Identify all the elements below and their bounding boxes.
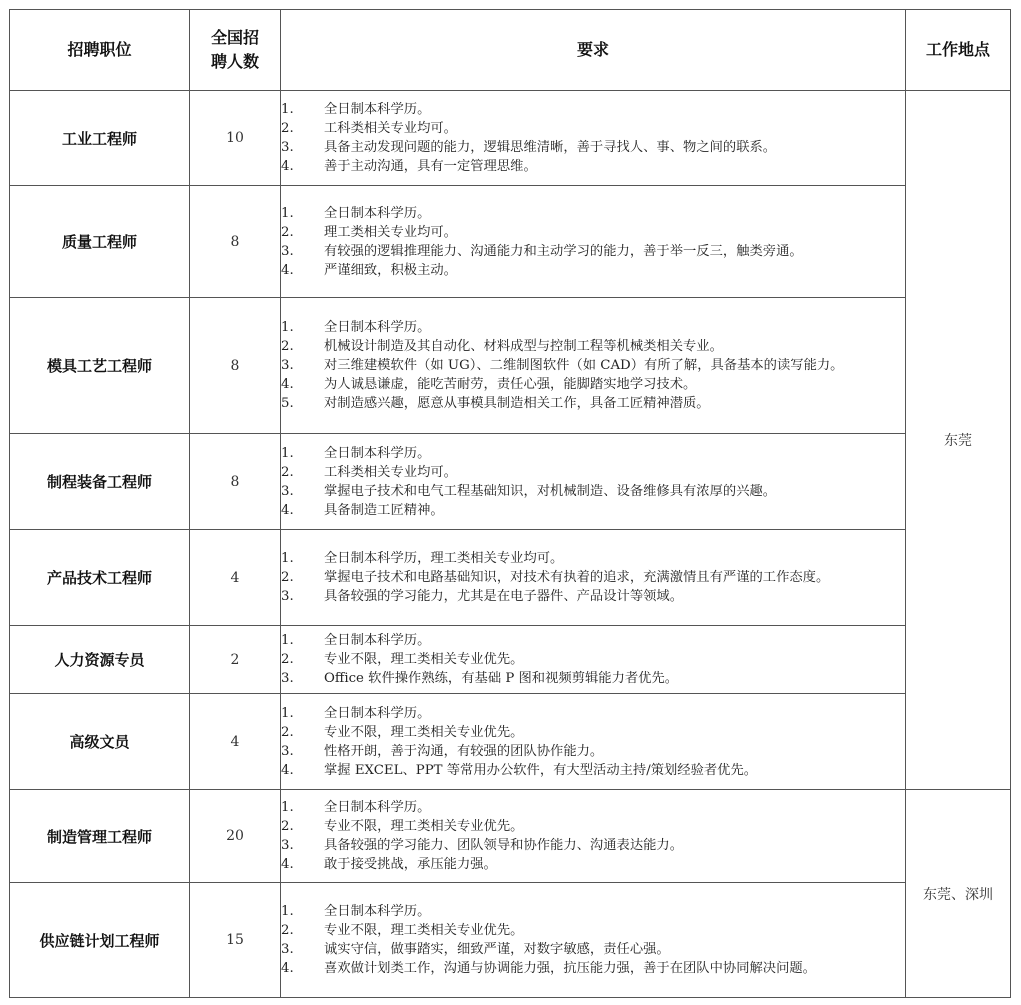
requirement-number: 2. <box>281 224 294 240</box>
requirements-cell <box>281 91 906 186</box>
requirement-number: 3. <box>281 140 294 155</box>
requirement-number: 1. <box>281 320 294 335</box>
requirements-list <box>281 549 905 606</box>
requirement-number: 2. <box>281 652 294 667</box>
requirement-item <box>281 798 905 817</box>
requirement-item <box>281 902 905 921</box>
header-count-line1: 全国招 <box>210 28 259 47</box>
requirement-text: 性格开朗，善于沟通，有较强的团队协作能力。 <box>324 743 604 759</box>
requirement-item <box>281 940 905 959</box>
position-cell: 供应链计划工程师 <box>10 883 190 998</box>
requirement-text: 严谨细致，积极主动。 <box>324 262 457 278</box>
requirement-text: 对三维建模软件（如 UG）、二维制图软件（如 CAD）有所了解，具备基本的读写能力。 <box>324 358 844 373</box>
requirement-number: 3. <box>281 942 294 957</box>
header-position: 招聘职位 <box>10 10 190 91</box>
requirement-text: 全日制本科学历。 <box>324 205 431 221</box>
requirement-text: 具备较强的学习能力、团队领导和协作能力、沟通表达能力。 <box>324 838 684 853</box>
requirement-item <box>281 138 905 157</box>
table-row <box>10 530 1011 626</box>
requirement-number: 3. <box>281 483 294 499</box>
requirement-item <box>281 501 905 520</box>
requirement-text: 善于主动沟通，具有一定管理思维。 <box>324 159 537 174</box>
requirement-text: 理工类相关专业均可。 <box>324 224 457 240</box>
requirement-number: 5. <box>281 396 294 411</box>
requirement-item <box>281 375 905 394</box>
requirement-text: 专业不限，理工类相关专业优先。 <box>324 652 524 667</box>
requirements-cell <box>281 186 906 298</box>
requirement-number: 1. <box>281 800 294 815</box>
requirement-text: 诚实守信，做事踏实，细致严谨，对数字敏感，责任心强。 <box>324 942 670 957</box>
position-cell: 制造管理工程师 <box>10 790 190 883</box>
requirement-number: 4. <box>281 857 294 872</box>
requirement-item <box>281 261 905 280</box>
count-cell: 4 <box>190 694 281 790</box>
requirement-number: 2. <box>281 464 294 480</box>
position-cell: 工业工程师 <box>10 91 190 186</box>
requirements-cell <box>281 626 906 694</box>
requirements-cell <box>281 298 906 434</box>
requirement-text: 工科类相关专业均可。 <box>324 464 457 480</box>
requirement-item <box>281 855 905 874</box>
requirement-text: 全日制本科学历。 <box>324 705 431 721</box>
count-cell: 4 <box>190 530 281 626</box>
requirement-item <box>281 650 905 669</box>
position-cell: 产品技术工程师 <box>10 530 190 626</box>
requirements-list <box>281 204 905 280</box>
requirement-number: 4. <box>281 262 294 278</box>
requirement-text: 具备制造工匠精神。 <box>324 502 444 518</box>
requirement-text: 全日制本科学历。 <box>324 800 431 815</box>
requirement-number: 3. <box>281 358 294 373</box>
requirement-item <box>281 318 905 337</box>
requirement-text: 全日制本科学历。 <box>324 633 431 648</box>
requirement-item <box>281 356 905 375</box>
requirements-cell <box>281 790 906 883</box>
requirement-number: 4. <box>281 502 294 518</box>
requirement-number: 4. <box>281 961 294 976</box>
requirement-item <box>281 817 905 836</box>
requirement-item <box>281 204 905 223</box>
count-cell: 8 <box>190 298 281 434</box>
requirements-cell <box>281 694 906 790</box>
header-count-line2: 聘人数 <box>210 52 259 71</box>
requirement-number: 1. <box>281 705 294 721</box>
requirement-item <box>281 704 905 723</box>
requirement-text: 全日制本科学历。 <box>324 102 431 117</box>
table-row <box>10 626 1011 694</box>
requirements-list <box>281 631 905 688</box>
requirement-text: 工科类相关专业均可。 <box>324 121 457 136</box>
requirement-number: 2. <box>281 819 294 834</box>
requirement-number: 1. <box>281 445 294 461</box>
requirement-text: 有较强的逻辑推理能力、沟通能力和主动学习的能力，善于举一反三，触类旁通。 <box>324 243 803 259</box>
requirement-text: 全日制本科学历。 <box>324 904 431 919</box>
position-cell: 模具工艺工程师 <box>10 298 190 434</box>
requirement-number: 4. <box>281 159 294 174</box>
requirement-item <box>281 242 905 261</box>
table-row <box>10 694 1011 790</box>
requirement-item <box>281 568 905 587</box>
requirement-item <box>281 742 905 761</box>
count-cell: 8 <box>190 434 281 530</box>
header-count <box>190 10 281 91</box>
requirement-item <box>281 223 905 242</box>
requirement-number: 2. <box>281 339 294 354</box>
table-row <box>10 434 1011 530</box>
requirement-number: 2. <box>281 923 294 938</box>
requirement-item <box>281 587 905 606</box>
table-row <box>10 186 1011 298</box>
requirement-text: 全日制本科学历。 <box>324 320 431 335</box>
count-cell: 15 <box>190 883 281 998</box>
requirement-item <box>281 921 905 940</box>
requirement-number: 2. <box>281 121 294 136</box>
position-cell: 制程装备工程师 <box>10 434 190 530</box>
requirement-text: 专业不限，理工类相关专业优先。 <box>324 819 524 834</box>
requirement-text: 具备主动发现问题的能力，逻辑思维清晰，善于寻找人、事、物之间的联系。 <box>324 140 777 155</box>
position-cell: 高级文员 <box>10 694 190 790</box>
table-row <box>10 298 1011 434</box>
count-cell: 2 <box>190 626 281 694</box>
requirement-text: 对制造感兴趣，愿意从事模具制造相关工作，具备工匠精神潜质。 <box>324 396 710 411</box>
requirements-cell <box>281 883 906 998</box>
requirement-text: 掌握电子技术和电路基础知识，对技术有执着的追求，充满激情且有严谨的工作态度。 <box>324 570 830 585</box>
recruitment-table <box>9 9 1011 998</box>
requirement-number: 1. <box>281 102 294 117</box>
requirement-text: 具备较强的学习能力，尤其是在电子器件、产品设计等领域。 <box>324 589 684 604</box>
requirement-number: 1. <box>281 633 294 648</box>
requirement-item <box>281 761 905 780</box>
requirements-list <box>281 444 905 520</box>
header-location: 工作地点 <box>906 10 1011 91</box>
requirement-number: 4. <box>281 762 294 778</box>
table-row <box>10 91 1011 186</box>
requirement-item <box>281 157 905 176</box>
position-cell: 质量工程师 <box>10 186 190 298</box>
count-cell: 20 <box>190 790 281 883</box>
requirement-text: 掌握 EXCEL、PPT 等常用办公软件，有大型活动主持/策划经验者优先。 <box>324 762 758 778</box>
location-cell-dongguan-shenzhen: 东莞、深圳 <box>906 790 1011 998</box>
requirements-list <box>281 902 905 978</box>
requirement-text: 掌握电子技术和电气工程基础知识，对机械制造、设备维修具有浓厚的兴趣。 <box>324 483 777 499</box>
requirement-number: 4. <box>281 377 294 392</box>
requirements-list <box>281 798 905 874</box>
requirement-number: 1. <box>281 551 294 566</box>
requirement-text: 专业不限，理工类相关专业优先。 <box>324 923 524 938</box>
requirement-text: 喜欢做计划类工作，沟通与协调能力强，抗压能力强，善于在团队中协同解决问题。 <box>324 961 816 976</box>
count-cell: 8 <box>190 186 281 298</box>
requirements-list <box>281 704 905 780</box>
requirement-number: 2. <box>281 724 294 740</box>
requirement-item <box>281 463 905 482</box>
requirement-number: 3. <box>281 243 294 259</box>
requirement-number: 3. <box>281 671 294 686</box>
requirement-number: 1. <box>281 205 294 221</box>
requirement-text: 敢于接受挑战，承压能力强。 <box>324 857 497 872</box>
requirement-text: 专业不限，理工类相关专业优先。 <box>324 724 524 740</box>
position-cell: 人力资源专员 <box>10 626 190 694</box>
header-requirements: 要求 <box>281 10 906 91</box>
requirement-text: 全日制本科学历。 <box>324 445 431 461</box>
requirement-item <box>281 836 905 855</box>
count-cell: 10 <box>190 91 281 186</box>
requirement-number: 1. <box>281 904 294 919</box>
requirement-text: 全日制本科学历，理工类相关专业均可。 <box>324 551 564 566</box>
requirement-item <box>281 119 905 138</box>
requirement-number: 3. <box>281 743 294 759</box>
requirement-number: 3. <box>281 838 294 853</box>
requirement-item <box>281 723 905 742</box>
requirements-cell <box>281 434 906 530</box>
requirement-text: Office 软件操作熟练，有基础 P 图和视频剪辑能力者优先。 <box>324 671 679 686</box>
table-row <box>10 883 1011 998</box>
requirements-list <box>281 318 905 413</box>
requirement-text: 机械设计制造及其自动化、材料成型与控制工程等机械类相关专业。 <box>324 339 723 354</box>
requirement-item <box>281 959 905 978</box>
requirement-number: 2. <box>281 570 294 585</box>
requirement-number: 3. <box>281 589 294 604</box>
requirement-text: 为人诚恳谦虚，能吃苦耐劳，责任心强，能脚踏实地学习技术。 <box>324 377 697 392</box>
requirement-item <box>281 337 905 356</box>
requirement-item <box>281 631 905 650</box>
requirement-item <box>281 100 905 119</box>
requirements-cell <box>281 530 906 626</box>
requirement-item <box>281 549 905 568</box>
location-cell-dongguan: 东莞 <box>906 91 1011 790</box>
requirement-item <box>281 669 905 688</box>
header-row <box>10 10 1011 91</box>
requirement-item <box>281 482 905 501</box>
requirements-list <box>281 100 905 176</box>
table-row <box>10 790 1011 883</box>
requirement-item <box>281 394 905 413</box>
requirement-item <box>281 444 905 463</box>
